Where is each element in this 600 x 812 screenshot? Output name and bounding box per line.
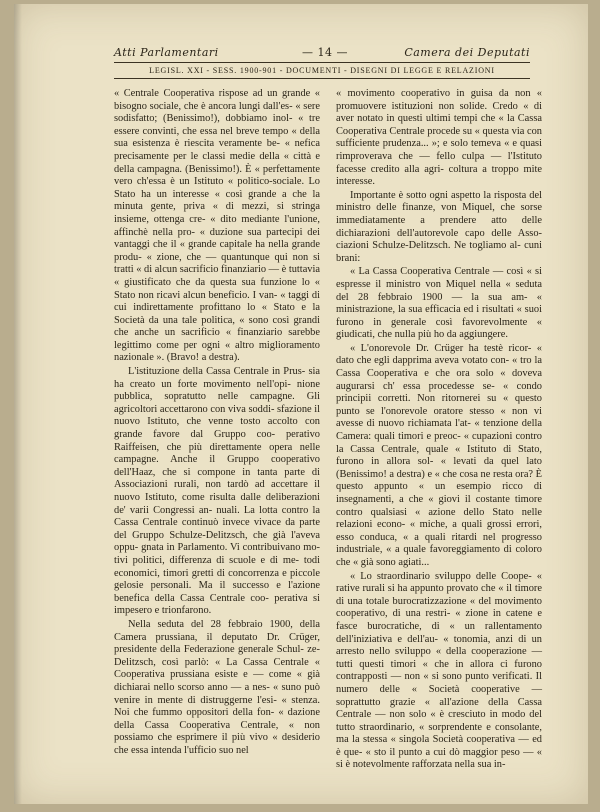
left-paragraph-3: Nella seduta del 28 febbraio 1900, della Camera prussiana, il deputato Dr. Crüger, presidente della Federazione generale Schul- ze-Delitzsch, così parlò: « La Cassa Centrale « Cooperativa prussiana esiste e — come « già dichiarai nello scorso anno — a nes- « suno può venire in mente di distruggerne l'esi- « stenza. Noi che fummo oppositori della fon- « dazione della Cassa Cooperativa Centrale, « non possiamo che esprimere il più vivo « desiderio che essa intenda l'ufficio suo nel bbox=[114, 618, 320, 756]
binding-fold-shadow bbox=[14, 4, 22, 804]
page-number: — 14 — bbox=[302, 46, 348, 59]
right-paragraph-5: « Lo straordinario sviluppo delle Coope- « rative rurali si ha appunto provato che « il timore di una totale burocratizzazione « del movimento cooperativo, di una restri- « zione in catene e fasce burocratiche, di « un rallentamento dell'iniziativa e dell'au- « tonomia, anzi di un arresto nello sviluppo « della cooperazione — tutti questi timori « che in allora ci furono contrapposti — non « si sono punto verificati. Il numero delle « Società cooperative — soprattutto grazie « all'azione della Cassa Centrale — non solo « è cresciuto in modo del tutto straordinario, « sorprendente e consolante, ma la stessa « singola Società cooperativa — ed è que- « sto il punto a cui dò maggior peso — « si è notevolmente rafforzata nella sua in- bbox=[336, 570, 542, 771]
header-rule-bottom bbox=[114, 78, 530, 79]
subheader: LEGISL. XXI - SESS. 1900-901 - DOCUMENTI - DISEGNI DI LEGGE E RELAZIONI bbox=[149, 66, 495, 75]
right-paragraph-1: « movimento cooperativo in guisa da non « promuovere istituzioni non solide. Credo « di aver notato in questi ultimi tempi che « la Cassa Cooperativa Centrale procede su « questa via con sufficiente prudenza... »; e solo temeva « e quasi rimproverava che — fello culpa — l'Istituto facesse credito alla agri- coltura a troppo mite interesse. bbox=[336, 88, 542, 188]
header-rule-top bbox=[114, 62, 530, 63]
right-paragraph-3: « La Cassa Cooperativa Centrale — così « si espresse il ministro von Miquel nella « seduta del 28 febbraio 1900 — la sua am- « ministrazione, la sua efficacia ed i risultati « suoi furono in generale così favorevolmente « giudicati, che nulla più ho da aggiungere. bbox=[336, 266, 542, 341]
left-paragraph-1: « Centrale Cooperativa rispose ad un grande « bisogno sociale, che è ancora lungi dall'es- « sere sodisfatto; (Benissimo!), dobbiamo inol- « tre essere convinti, che essa nel breve tempo « della sua esistenza è riescita veramente be- « nefica precisamente per le classi medie della « città e della campagna. (Benissimo!). È « perfettamente vero ch'essa è un Istituto « politico-sociale. Lo Stato ha un interesse « così grande a che la minuta gente, priva « di mezzi, si stringa insieme, ottenga cre- « dito mediante l'unione, affinchè nella pro- « duzione sua partecipi dei vantaggi che il « grande capitale ha nella grande produ- « zione, che — quantunque qui non si tratti « di alcun sacrificio finanziario — è tuttavia « giustificato che da questa sua funzione lo « Stato non ricavi alcun beneficio. I van- « taggi di cui indirettamente profittano lo « Stato e la Società da una tale politica, « sono così grandi che anche un sacrificio « finanziario sarebbe legittimo come per ogni « altro miglioramento nazionale ». (Bravo! a destra). bbox=[114, 88, 321, 364]
right-column bbox=[336, 88, 542, 772]
right-paragraph-4: « L'onorevole Dr. Crüger ha testè ricor- « dato che egli dapprima aveva votato con- « tro la Cassa Cooperativa e che ora solo « doveva augurarsi ch' essa procedesse se- « condo principii corretti. Non ritornerei su « questo punto se l'onorevole oratore stesso « non vi avesse di nuovo richiamata l'at- « tenzione della Camera: quali timori e preoc- « cupazioni contro la Cassa Centrale, quale « Istituto di Stato, furono in allora sol- « levati da quel lato (Benissimo! a destra) e « che cosa ne resta ora? È questo appunto « un esempio ricco di insegnamenti, a che « giovi il costante timore contro qualsiasi « azione dello Stato nelle relazioni econo- « miche, a quali grossi errori, esso conduca, « a quali ritardi nel progresso industriale, « a quale favoreggiamento di coloro che « già sono agiati... bbox=[336, 342, 542, 568]
left-column bbox=[114, 88, 320, 757]
header-left: Atti Parlamentari bbox=[114, 46, 219, 59]
document-page bbox=[14, 4, 588, 804]
running-header bbox=[114, 46, 530, 60]
right-paragraph-2: Importante è sotto ogni aspetto la risposta del ministro delle finanze, von Miquel, che sorse immediatamente a prendere atto delle dichiarazioni dell'autorevole capo delle Asso- ciazioni Schulze-Delitzsch. Ne togliamo al- cuni brani: bbox=[336, 189, 542, 264]
header-right: Camera dei Deputati bbox=[404, 46, 530, 59]
left-paragraph-2: L'istituzione della Cassa Centrale in Prus- sia ha creato un forte movimento nell'opi- nione pubblica, sopratutto nelle campagne. Gli agricoltori accettarono con viva soddi- sfazione il nuovo Istituto, che venne tosto accolto con grande favore dal Gruppo coo- perativo Raiffeisen, che più direttamente opera nelle campagne. Anche il Gruppo cooperativo dell'Haaz, che si compone in tanta parte di Associazioni rurali, non tardò ad accettare il nuovo Istituto, come risulta dalle deliberazioni de' varii Congressi an- nuali. La lotta contro la Cassa Centrale continuò invece vivace da parte del Gruppo Schulze-Delitzsch, che già l'aveva oppu- gnata in Parlamento. Vi contribuivano mo- tivi politici, differenza di scuole e di me- todi economici, timori gretti di concorrenza e piccole gelosie personali. Ma il successo e l'azione benefica della Cassa Centrale coo- perativa si impesero e trionfarono. bbox=[114, 366, 321, 617]
